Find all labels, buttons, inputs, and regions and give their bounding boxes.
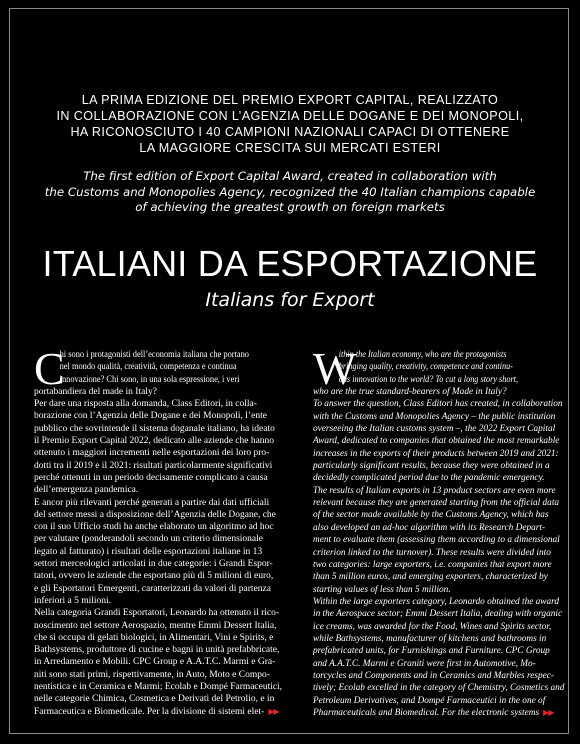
text-line: and A.A.T.C. Marmi e Graniti were first in Automotive, Mo-	[313, 658, 536, 669]
intro-italian	[40, 92, 540, 156]
text-line: Farmaceutica e Biomedicale. Per la divisione di sistemi elet-	[34, 706, 265, 717]
text-line: per valutare (ponderandoli secondo un criterio dimensionale	[34, 534, 263, 545]
text-line: bringing quality, creativity, competence and continu-	[338, 362, 513, 373]
text-line: particularly significant results, because they were obtained in a	[313, 461, 550, 472]
intro-it-line: LA PRIMA EDIZIONE DEL PREMIO EXPORT CAPITAL, REALIZZATO	[81, 93, 499, 107]
text-line: relevant because they are generated starting from the official data	[313, 498, 560, 509]
intro-en-line: The first edition of Export Capital Award, created in collaboration with	[83, 169, 497, 183]
text-line: e gli Esportatori Emergenti, caratterizzati da valori di partenza	[34, 583, 271, 594]
continue-arrow-icon: ▶▶	[543, 707, 554, 717]
text-line: than 5 million euros, and emerging exporters, characterized by	[313, 572, 548, 583]
text-line: del settore messi a disposizione dell’Agenzia delle Dogane, che	[34, 509, 276, 520]
text-line: niti sono stati primi, rispettivamente, in Auto, Moto e Compo-	[34, 669, 270, 680]
text-line: criterion linked to the turnover). These results were divided into	[313, 547, 551, 558]
text-line: ithin the Italian economy, who are the protagonists	[338, 350, 507, 360]
text-line: of the sector made available by the Customs Agency, which has	[313, 510, 549, 521]
intro-en-line: of achieving the greatest growth on foreign markets	[135, 200, 445, 214]
text-line: in the Aerospace sector; Emmi Dessert Italia, dealing with organic	[313, 609, 563, 620]
text-line: Pharmaceuticals and Biomedical. For the electronic systems	[313, 707, 540, 718]
continue-arrow-icon: ▶▶	[268, 706, 279, 716]
text-line: Petroleum Derivatives, and Dompé Farmaceutici in the one of	[313, 695, 546, 706]
text-line: borazione con l’Agenzia delle Dogane e dei Monopoli, l’ente	[34, 411, 267, 422]
text-line: legato al fatturato) i risultati delle esportazioni italiane in 13	[34, 546, 263, 557]
text-line: con il suo Ufficio studi ha anche elaborato un algoritmo ad hoc	[34, 522, 274, 533]
text-line: E ancor più rilevanti perché generati a partire dai dati ufficiali	[34, 497, 270, 508]
english-column	[313, 343, 567, 719]
text-line: increases in the exports of their products between 2019 and 2021:	[313, 448, 559, 459]
drop-cap: C	[34, 343, 65, 394]
text-line: Award, dedicated to companies that obtained the most remarkable	[313, 436, 560, 447]
text-line: Bathsystems, produttore di cucine e bagni in unità prefabbricate,	[34, 645, 280, 656]
text-line: hi sono i protagonisti dell’economia italiana che portano	[59, 350, 249, 360]
text-line: che si occupa di gelati biologici, in Alimentari, Vini e Spirits, e	[34, 632, 274, 643]
text-line: starting values of less than 5 million.	[313, 584, 451, 595]
text-line: nel mondo qualità, creatività, competenza e continua	[59, 362, 237, 373]
intro-it-line: IN COLLABORAZIONE CON L’AGENZIA DELLE DOGANE E DEI MONOPOLI,	[56, 109, 524, 123]
text-line: Within the large exporters category, Leonardo obtained the award	[313, 596, 560, 607]
text-line: Nella categoria Grandi Esportatori, Leonardo ha ottenuto il rico-	[34, 608, 280, 619]
text-line: pubblico che sovrintende il sistema doganale italiano, ha ideato	[34, 423, 275, 434]
text-line: ous innovation to the world? To cut a long story short,	[338, 374, 519, 385]
text-line: decidedly complicated period due to the pandemic emergency.	[313, 473, 545, 484]
text-line: dell’emergenza pandemica.	[34, 485, 139, 496]
text-line: The results of Italian exports in 13 product sectors are even more	[313, 485, 556, 496]
text-line: ottenuto i maggiori incrementi nelle esportazioni dei loro pro-	[34, 448, 270, 459]
text-line: Per dare una risposta alla domanda, Class Editori, in colla-	[34, 399, 257, 410]
text-line: ice creams, was awarded for the Food, Wines and Spirits sector,	[313, 621, 552, 632]
intro-it-line: LA MAGGIORE CRESCITA SUI MERCATI ESTERI	[139, 141, 441, 155]
text-line: ment to evaluate them (assessing them according to a dimensional	[313, 535, 560, 546]
text-line: dotti tra il 2019 e il 2021: risultati particolarmente significativi	[34, 460, 273, 471]
text-line: tatori, ovvero le aziende che esportano più di 5 milioni di euro,	[34, 571, 274, 582]
text-line: in Arredamento e Mobili. CPC Group e A.A.T.C. Marmi e Gra-	[34, 657, 276, 668]
text-line: also developed an ad-hoc algorithm with its Research Depart-	[313, 522, 546, 533]
text-line: who are the true standard-bearers of Made in Italy?	[313, 387, 507, 398]
text-line: prefabricated units, for Furnishings and Furniture. CPC Group	[313, 646, 550, 657]
text-line: To answer the question, Class Editori has created, in collaboration	[313, 399, 563, 410]
text-line: torcycles and Components and in Ceramics and Marbles respec-	[313, 670, 554, 681]
text-line: settori merceologici articolati in due categorie: i Grandi Espor-	[34, 559, 273, 570]
drop-cap: W	[313, 343, 357, 394]
text-line: nentistica e in Ceramica e Marmi; Ecolab e Dompé Farmaceutici,	[34, 682, 283, 693]
text-line: overseeing the Italian customs system –, the 2022 Export Capital	[313, 424, 556, 435]
text-line: inferiori a 5 milioni.	[34, 595, 112, 606]
text-line: with the Customs and Monopolies Agency – the public institution	[313, 411, 556, 422]
text-line: il Premio Export Capital 2022, dedicato alle aziende che hanno	[34, 436, 275, 447]
intro-it-line: HA RICONOSCIUTO I 40 CAMPIONI NAZIONALI CAPACI DI OTTENERE	[70, 125, 510, 139]
text-line: nelle categorie Chimica, Cosmetica e Derivati del Petrolio, e in	[34, 694, 275, 705]
text-line: two categories: large exporters, i.e. companies that export more	[313, 559, 552, 570]
text-line: innovazione? Chi sono, in una sola espressione, i veri	[59, 374, 240, 385]
text-line: tively; Ecolab excelled in the category of Chemistry, Cosmetics and	[313, 683, 565, 694]
intro-en-line: the Customs and Monopolies Agency, recognized the 40 Italian champions capable	[44, 184, 536, 199]
page-subtitle: Italians for Export	[205, 289, 375, 311]
text-line: portabandiera del made in Italy?	[34, 386, 157, 397]
page-title: ITALIANI DA ESPORTAZIONE	[42, 243, 538, 284]
text-line: perché ottenuti in un periodo decisamente complicato a causa	[34, 472, 268, 483]
text-line: noscimento nel settore Aerospazio, mentre Emmi Dessert Italia,	[34, 620, 277, 631]
intro-english	[40, 169, 540, 216]
italian-column	[34, 343, 283, 718]
text-line: while Bathsystems, manufacturer of kitchens and bathrooms in	[313, 633, 547, 644]
